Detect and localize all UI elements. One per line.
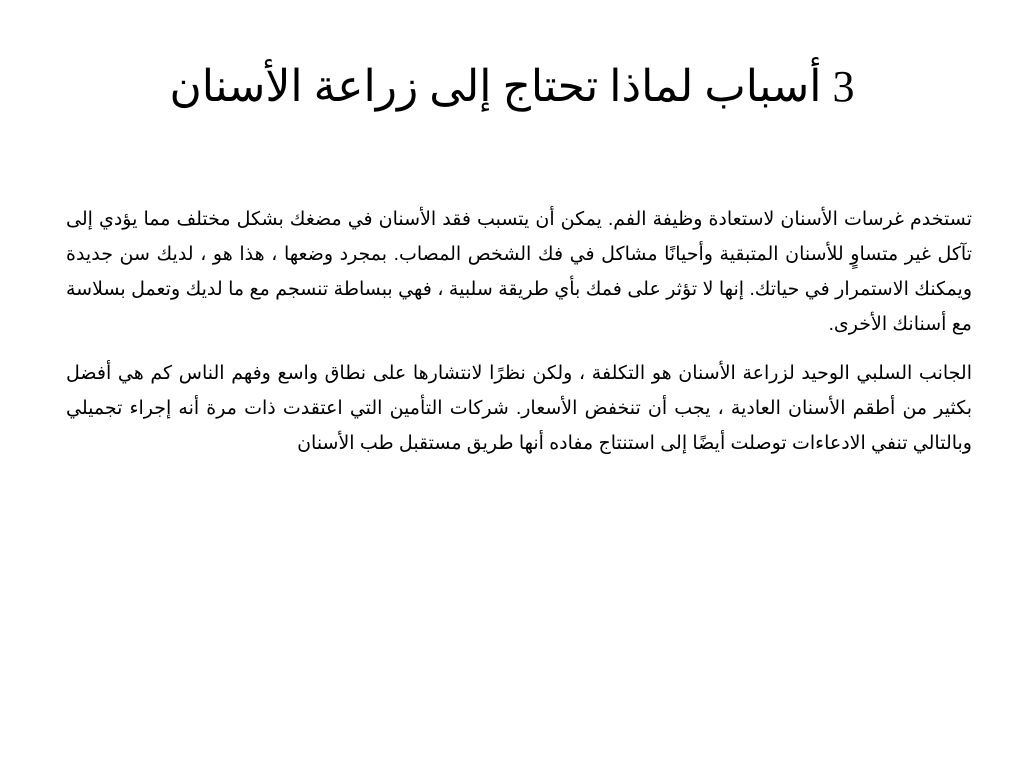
body-paragraph-1: تستخدم غرسات الأسنان لاستعادة وظيفة الفم. يمكن أن يتسبب فقد الأسنان في مضغك بشكل مختلف مما يؤدي إلى تآكل غير متساوٍ للأسنان المتبقية وأحيانًا مشاكل في فك الشخص المصاب. بمجرد وضعها ، هذا هو ، لديك سن جديدة ويمكنك الاستمرار في حياتك. إنها لا تؤثر على فمك بأي طريقة سلبية ، فهي ببساطة تنسجم مع ما لديك وتعمل بسلاسة مع أسنانك الأخرى. bbox=[66, 209, 972, 335]
slide-body bbox=[66, 202, 972, 475]
slide-title: 3 أسباب لماذا تحتاج إلى زراعة الأسنان bbox=[169, 62, 855, 111]
body-paragraph-2: الجانب السلبي الوحيد لزراعة الأسنان هو التكلفة ، ولكن نظرًا لانتشارها على نطاق واسع وفهم الناس كم هي أفضل بكثير من أطقم الأسنان العادية ، يجب أن تنخفض الأسعار. شركات التأمين التي اعتقدت ذات مرة أنه إجراء تجميلي وبالتالي تنفي الادعاءات توصلت أيضًا إلى استنتاج مفاده أنها طريق مستقبل طب الأسنان bbox=[66, 363, 972, 454]
